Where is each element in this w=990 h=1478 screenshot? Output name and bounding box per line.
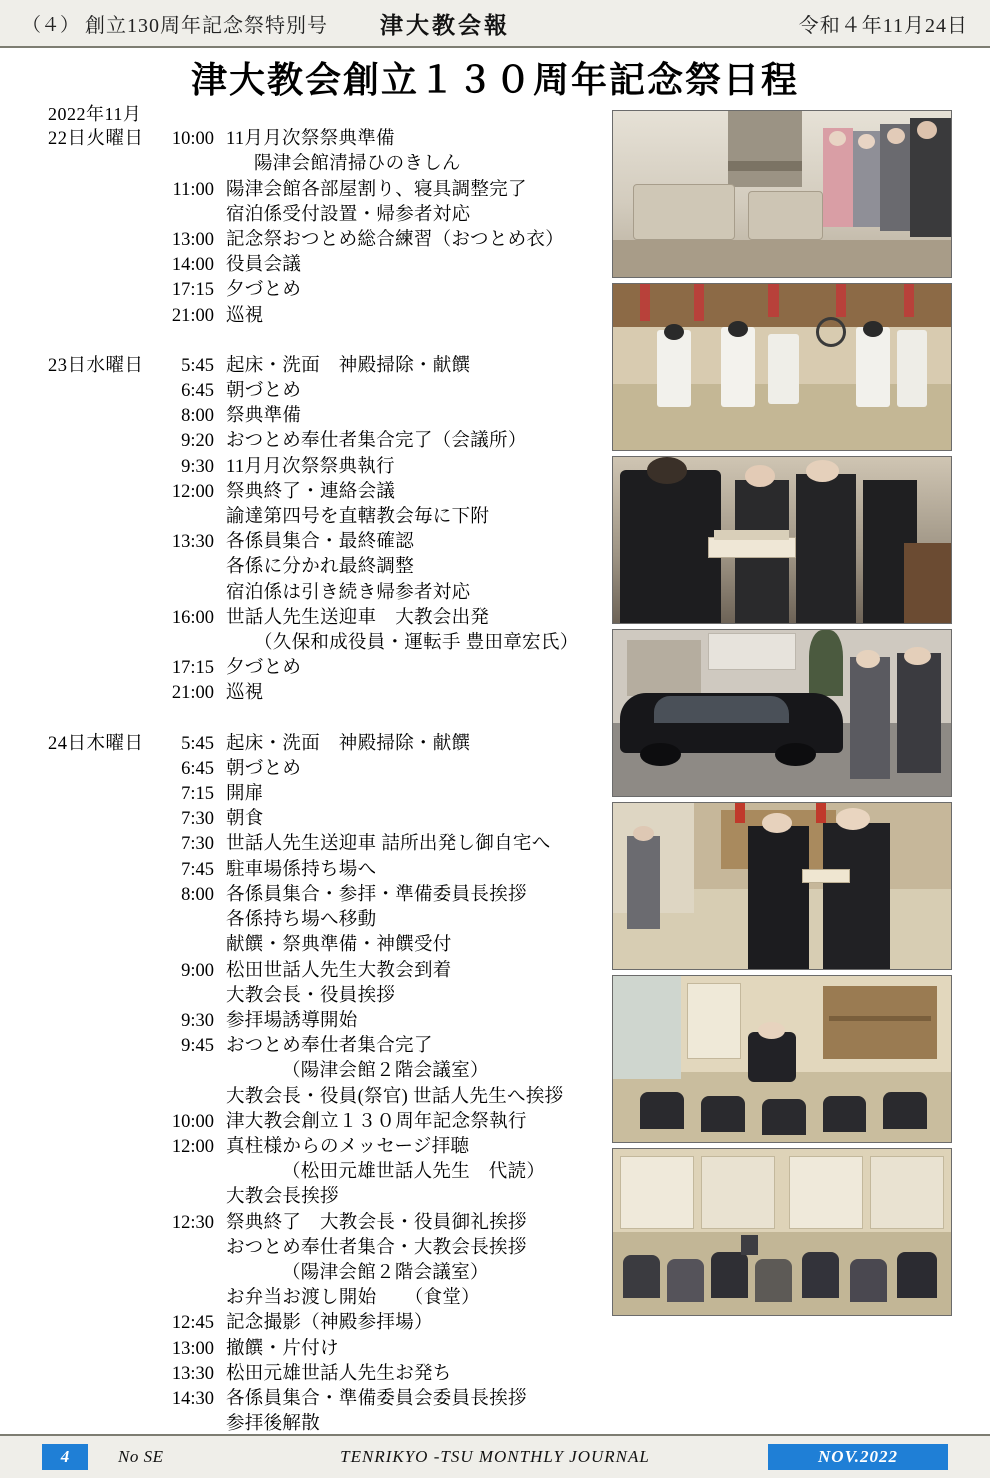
schedule-item-text: 各係員集合・準備委員会委員長挨拶: [226, 1388, 527, 1409]
photo-seated-congregation: [612, 1148, 952, 1316]
photo-lobby-greeting: [612, 110, 952, 278]
schedule-item-text: 朝づとめ: [226, 381, 302, 402]
schedule-time: 13:00: [171, 1338, 214, 1359]
schedule-row: [40, 1135, 605, 1160]
schedule-item-text: 各係に分かれ最終調整: [226, 557, 415, 578]
schedule-row: [40, 631, 605, 656]
schedule-item-text: 記念撮影（神殿参拝場）: [226, 1313, 433, 1334]
photo-hall-greeting: [612, 802, 952, 970]
schedule-time: 11:00: [172, 179, 214, 200]
schedule-row: [40, 984, 605, 1009]
photo-tatami-room-address: [612, 975, 952, 1143]
schedule-item-text: 巡視: [226, 305, 264, 326]
footer-page-badge: 4: [42, 1444, 88, 1470]
schedule-time: 14:00: [171, 255, 214, 276]
schedule-row: [40, 1362, 605, 1387]
schedule-row: [40, 883, 605, 908]
schedule-item-text: 祭典終了・連絡会議: [226, 481, 396, 502]
schedule-row: [40, 1009, 605, 1034]
header-special-issue: 創立130周年記念祭特別号: [85, 14, 329, 37]
schedule-item-text: お弁当お渡し開始 （食堂）: [226, 1288, 480, 1309]
schedule-time: 8:00: [181, 884, 214, 905]
schedule-day-label: 24日木曜日: [48, 733, 144, 754]
schedule-time: 9:30: [181, 1010, 214, 1031]
schedule-item-text: 津大教会創立１３０周年記念祭執行: [226, 1111, 527, 1132]
schedule-item-text: 役員会議: [226, 255, 302, 276]
schedule-item-text: おつとめ奉仕者集合完了: [226, 1036, 433, 1057]
schedule-item-text: 起床・洗面 神殿掃除・献饌: [226, 733, 471, 754]
schedule-item-text: おつとめ奉仕者集合・大教会長挨拶: [226, 1237, 527, 1258]
schedule-row: [40, 455, 605, 480]
schedule-time: 6:45: [181, 758, 214, 779]
schedule-item-text: 参拝場誘導開始: [226, 1010, 358, 1031]
schedule-item-text: 各係員集合・最終確認: [226, 532, 415, 553]
schedule-row: [40, 278, 605, 303]
photo-sanctuary-service: [612, 283, 952, 451]
schedule-row: [40, 832, 605, 857]
schedule-item-text: （松田元雄世話人先生 代読）: [282, 1162, 546, 1183]
schedule-time: 10:00: [171, 1111, 214, 1132]
schedule-day-group: [40, 354, 605, 707]
schedule-row: [40, 304, 605, 329]
schedule-item-text: おつとめ奉仕者集合完了（会議所）: [226, 431, 527, 452]
schedule-time: 21:00: [171, 305, 214, 326]
schedule-item-text: （久保和成役員・運転手 豊田章宏氏）: [254, 633, 579, 654]
schedule-row: [40, 959, 605, 984]
schedule-time: 7:15: [181, 784, 214, 805]
page-header: [0, 0, 990, 48]
header-page-number: （４）: [22, 14, 80, 36]
schedule-row: [40, 1286, 605, 1311]
page-footer: [0, 1434, 990, 1478]
schedule-time: 6:45: [181, 381, 214, 402]
photo-offering-handover: [612, 456, 952, 624]
schedule-time: 12:30: [171, 1212, 214, 1233]
schedule-row: [40, 530, 605, 555]
schedule-row: [40, 1337, 605, 1362]
schedule-row: [40, 1211, 605, 1236]
schedule-time: 9:00: [181, 960, 214, 981]
schedule-row: [40, 152, 605, 177]
schedule-item-text: 祭典準備: [226, 406, 302, 427]
schedule-item-text: 祭典終了 大教会長・役員御礼挨拶: [226, 1212, 527, 1233]
schedule-time: 12:45: [171, 1313, 214, 1334]
schedule-row: [40, 379, 605, 404]
schedule-time: 13:00: [171, 230, 214, 251]
schedule-item-text: 記念祭おつとめ総合練習（おつとめ衣）: [226, 230, 565, 251]
schedule-item-text: 朝食: [226, 809, 264, 830]
footer-journal-en: TENRIKYO -TSU MONTHLY JOURNAL: [340, 1447, 650, 1466]
schedule-row: [40, 908, 605, 933]
schedule-row: [40, 807, 605, 832]
schedule-time: 9:20: [181, 431, 214, 452]
schedule-day-label: 22日火曜日: [48, 129, 144, 150]
schedule-time: 13:30: [171, 1363, 214, 1384]
schedule-time: 9:30: [181, 456, 214, 477]
schedule-item-text: 大教会長・役員(祭官) 世話人先生へ挨拶: [226, 1086, 564, 1107]
schedule-row: [40, 606, 605, 631]
schedule-row: [40, 505, 605, 530]
schedule-item-text: 各係員集合・参拝・準備委員長挨拶: [226, 884, 527, 905]
schedule-row: [40, 253, 605, 278]
schedule-row: [40, 1059, 605, 1084]
page-title: 津大教会創立１３０周年記念祭日程: [190, 60, 799, 100]
schedule-row: [40, 858, 605, 883]
schedule-item-text: 松田元雄世話人先生お発ち: [226, 1363, 452, 1384]
schedule-time: 10:00: [171, 129, 214, 150]
schedule-row: [40, 1185, 605, 1210]
schedule-row: [40, 681, 605, 706]
schedule-item-text: （陽津会館２階会議室）: [282, 1262, 489, 1283]
schedule-row: [40, 1387, 605, 1412]
schedule-time: 14:30: [171, 1388, 214, 1409]
schedule-row: [40, 732, 605, 757]
schedule-time: 17:15: [171, 280, 214, 301]
schedule-time: 8:00: [181, 406, 214, 427]
schedule-item-text: 宿泊係は引き続き帰参者対応: [226, 582, 471, 603]
schedule-item-text: 大教会長・役員挨拶: [226, 985, 396, 1006]
schedule-item-text: 諭達第四号を直轄教会毎に下附: [226, 507, 490, 528]
header-journal-title: 津大教会報: [380, 12, 511, 38]
schedule-item-text: 朝づとめ: [226, 758, 302, 779]
schedule-item-text: 11月月次祭祭典準備: [226, 129, 395, 150]
schedule-row: [40, 933, 605, 958]
schedule-item-text: 巡視: [226, 683, 264, 704]
schedule-row: [40, 555, 605, 580]
schedule-day-label: 23日水曜日: [48, 355, 144, 376]
schedule-item-text: 陽津会館各部屋割り、寝具調整完了: [226, 179, 527, 200]
schedule-item-text: 11月月次祭祭典執行: [226, 456, 395, 477]
schedule-row: [40, 480, 605, 505]
schedule-item-text: 撤饌・片付け: [226, 1338, 339, 1359]
schedule-item-text: 各係持ち場へ移動: [226, 910, 377, 931]
header-date: 令和４年11月24日: [798, 14, 968, 37]
schedule-time: 7:30: [181, 834, 214, 855]
schedule-row: [40, 1261, 605, 1286]
schedule-row: [40, 581, 605, 606]
schedule-row: [40, 1160, 605, 1185]
schedule-row: [40, 354, 605, 379]
schedule-row: [40, 1034, 605, 1059]
schedule-item-text: 大教会長挨拶: [226, 1187, 339, 1208]
schedule-item-text: 世話人先生送迎車 詰所出発し御自宅へ: [226, 834, 551, 855]
photo-column: [612, 110, 952, 1321]
schedule-day-group: [40, 732, 605, 1438]
schedule-time: 12:00: [171, 1136, 214, 1157]
footer-month-badge: NOV.2022: [768, 1444, 948, 1470]
schedule-row: [40, 203, 605, 228]
schedule-item-text: 夕づとめ: [226, 658, 302, 679]
schedule-row: [40, 1085, 605, 1110]
schedule-item-text: （陽津会館２階会議室）: [282, 1061, 489, 1082]
schedule-day-group: [40, 127, 605, 329]
schedule-item-text: 真柱様からのメッセージ拝聴: [226, 1136, 470, 1157]
schedule-time: 21:00: [171, 683, 214, 704]
schedule-row: [40, 127, 605, 152]
schedule-time: 7:30: [181, 809, 214, 830]
schedule-time: 13:30: [171, 532, 214, 553]
schedule-item-text: 駐車場係持ち場へ: [226, 859, 377, 880]
schedule-row: [40, 782, 605, 807]
schedule-row: [40, 1110, 605, 1135]
schedule-year-month: 2022年11月: [48, 104, 142, 124]
schedule-row: [40, 757, 605, 782]
schedule-item-text: 開扉: [226, 784, 264, 805]
schedule-time: 9:45: [181, 1036, 214, 1057]
schedule-item-text: 献饌・祭典準備・神饌受付: [226, 935, 452, 956]
schedule-item-text: 参拝後解散: [226, 1414, 321, 1435]
schedule-item-text: 宿泊係受付設置・帰参者対応: [226, 204, 471, 225]
schedule-row: [40, 178, 605, 203]
schedule-time: 12:00: [171, 481, 214, 502]
schedule-item-text: 世話人先生送迎車 大教会出発: [226, 607, 490, 628]
photo-car-sendoff: [612, 629, 952, 797]
schedule-time: 5:45: [181, 733, 214, 754]
schedule-item-text: 夕づとめ: [226, 280, 302, 301]
schedule-item-text: 陽津会館清掃ひのきしん: [254, 154, 461, 175]
schedule-row: [40, 1236, 605, 1261]
schedule-item-text: 起床・洗面 神殿掃除・献饌: [226, 355, 471, 376]
schedule-row: [40, 228, 605, 253]
schedule-time: 16:00: [171, 607, 214, 628]
schedule-item-text: 松田世話人先生大教会到着: [226, 960, 452, 981]
schedule-row: [40, 404, 605, 429]
schedule-time: 5:45: [181, 355, 214, 376]
schedule-row: [40, 429, 605, 454]
schedule-list: [40, 102, 605, 1437]
footer-no-se: No SE: [118, 1447, 164, 1466]
schedule-row: [40, 1311, 605, 1336]
schedule-groups: [40, 127, 605, 1437]
schedule-time: 17:15: [171, 658, 214, 679]
schedule-time: 7:45: [181, 859, 214, 880]
schedule-row: [40, 656, 605, 681]
